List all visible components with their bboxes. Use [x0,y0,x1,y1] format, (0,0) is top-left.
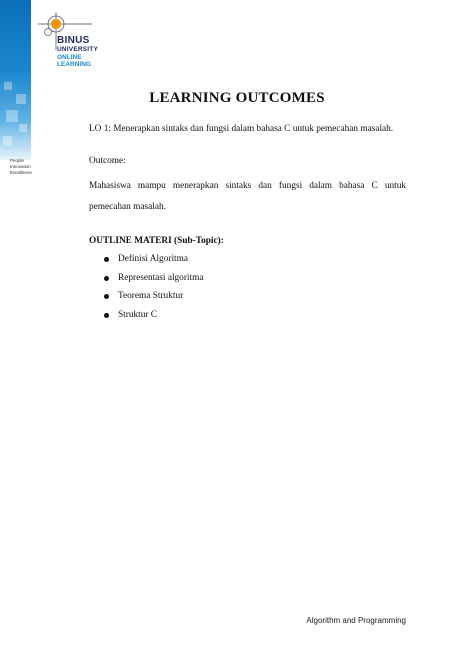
bullet-icon [104,257,109,262]
list-item-label: Definisi Algoritma [118,254,188,264]
tagline-line: People [10,158,25,163]
list-item [118,254,203,273]
list-item [118,273,203,292]
pixel-block [4,82,12,90]
outcome-label: Outcome: [89,156,126,166]
bullet-icon [104,276,109,281]
pixel-block [19,124,27,132]
sidebar-decoration [0,0,31,160]
page-title: LEARNING OUTCOMES [149,90,325,106]
list-item [118,310,203,329]
list-item-label: Teorema Struktur [118,291,184,301]
pixel-block [3,136,12,145]
pixel-block [6,110,18,122]
brand-line1: BINUS [57,35,90,46]
list-item-label: Struktur C [118,309,157,320]
brand-tagline [10,158,32,176]
outline-heading: OUTLINE MATERI (Sub-Topic): [89,236,224,246]
tagline-line: Excellence [10,169,32,175]
tagline-line: Innovation [10,163,31,169]
brand-line2: UNIVERSITY [57,46,99,53]
brand-wordmark [57,36,98,69]
list-item [118,291,203,310]
footer-course-name: Algorithm and Programming [306,616,406,625]
brand-line4: LEARNING [57,61,91,68]
outline-list [118,254,203,328]
brand-line3: ONLINE [57,53,82,61]
bullet-icon [104,294,109,299]
outcome-paragraph: Mahasiswa mampu menerapkan sintaks dan fungsi dalam bahasa C untuk pemecahan masalah. [89,181,406,212]
list-item-label: Representasi algoritma [118,272,204,283]
bullet-icon [104,313,109,318]
learning-outcome-text: LO 1: Menerapkan sintaks dan fungsi dalam bahasa C untuk pemecahan masalah. [89,124,394,134]
